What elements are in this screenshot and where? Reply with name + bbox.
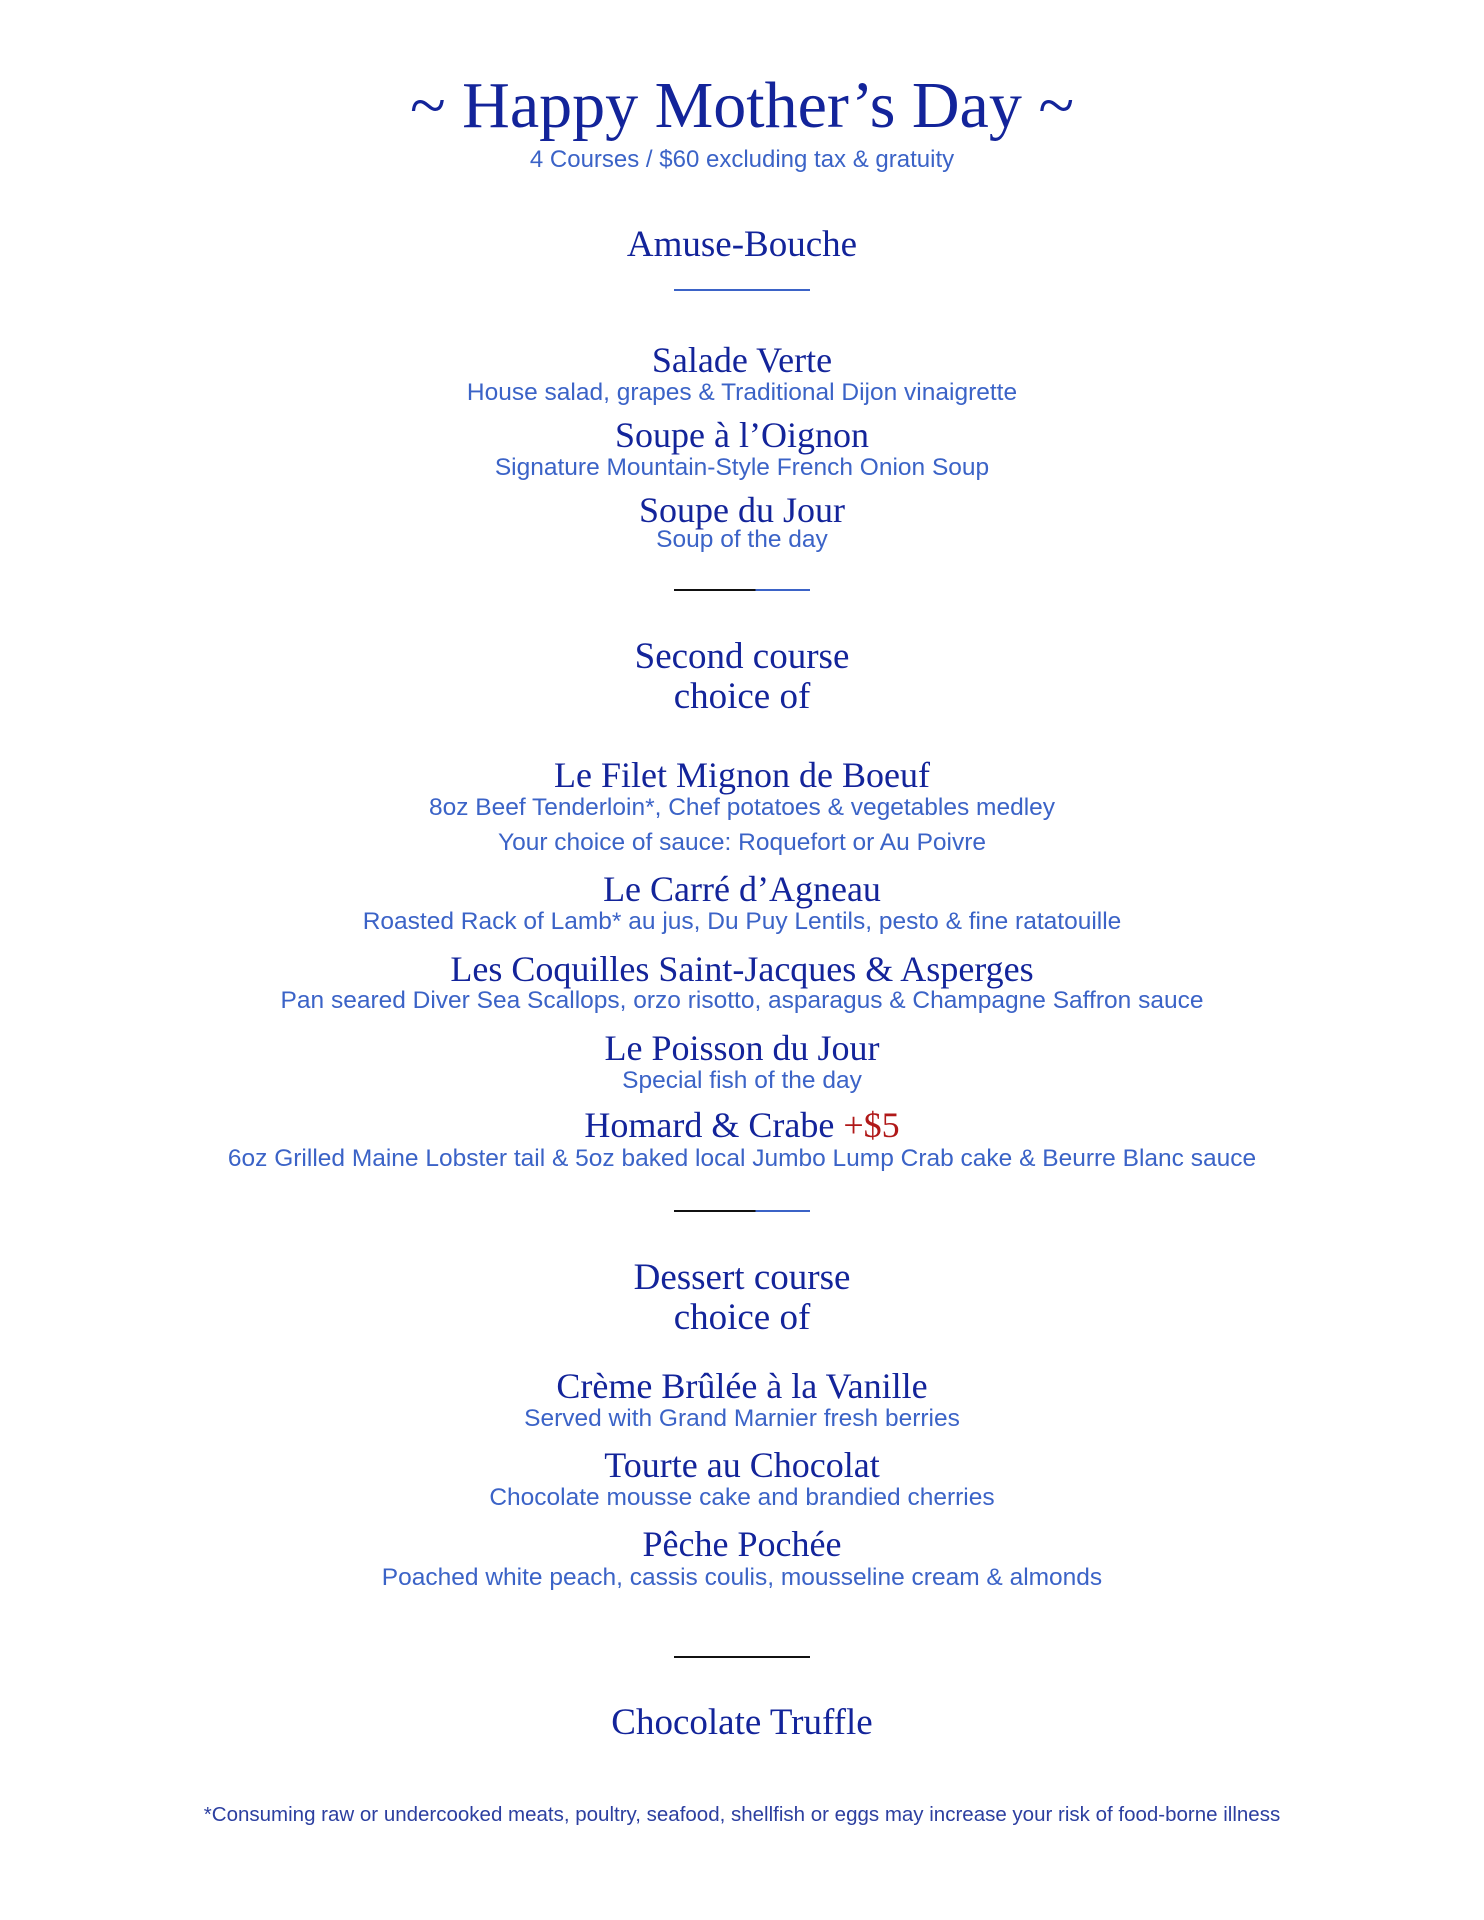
dish-name: Le Filet Mignon de Boeuf [554,755,930,795]
dish-name: Pêche Pochée [642,1524,842,1564]
divider [674,289,810,291]
dish-description: Chocolate mousse cake and brandied cherries [489,1484,995,1511]
allergy-disclaimer: *Consuming raw or undercooked meats, poultry, seafood, shellfish or eggs may increase your risk of food-borne illness [203,1803,1281,1826]
divider [674,1656,810,1658]
dish-description: Poached white peach, cassis coulis, mousseline cream & almonds [381,1564,1103,1591]
dish-description: Soup of the day [656,526,828,553]
dish-name: Le Poisson du Jour [604,1028,880,1068]
dish-description: Signature Mountain-Style French Onion Soup [494,454,990,481]
second-course-subheading: choice of [673,676,811,717]
menu-title: ~ Happy Mother’s Day ~ [409,69,1075,142]
dish-description: House salad, grapes & Traditional Dijon vinaigrette [466,379,1018,406]
dish-name: Tourte au Chocolat [604,1445,880,1485]
dish-description: Served with Grand Marnier fresh berries [524,1405,960,1432]
dish-name: Le Carré d’Agneau [603,869,881,909]
dish-name: Salade Verte [651,340,833,380]
dish-name: Les Coquilles Saint-Jacques & Asperges [450,949,1034,989]
dish-name: Soupe à l’Oignon [615,415,869,455]
dish-description: 8oz Beef Tenderloin*, Chef potatoes & vegetables medley [428,794,1056,821]
dish-description: Pan seared Diver Sea Scallops, orzo risotto, asparagus & Champagne Saffron sauce [280,987,1204,1014]
dish-sauce-choice: Your choice of sauce: Roquefort or Au Poivre [497,829,987,856]
divider [674,589,810,591]
dish-name: Homard & Crabe [584,1105,835,1145]
dish-name-with-price [0,1107,1484,1143]
dessert-course-subheading: choice of [673,1297,811,1338]
dish-name: Crème Brûlée à la Vanille [556,1366,928,1406]
chocolate-truffle-heading: Chocolate Truffle [611,1702,873,1743]
dish-name: Soupe du Jour [639,490,845,530]
dessert-course-heading: Dessert course [633,1257,851,1298]
second-course-heading: Second course [634,636,850,677]
amuse-bouche-heading: Amuse-Bouche [626,224,858,265]
dish-description: Special fish of the day [622,1067,862,1094]
dish-description: Roasted Rack of Lamb* au jus, Du Puy Lentils, pesto & fine ratatouille [362,908,1122,935]
dish-description: 6oz Grilled Maine Lobster tail & 5oz baked local Jumbo Lump Crab cake & Beurre Blanc sauce [227,1145,1257,1172]
divider [674,1210,810,1212]
menu-subtitle: 4 Courses / $60 excluding tax & gratuity [529,146,955,173]
price-supplement: +$5 [843,1105,900,1145]
